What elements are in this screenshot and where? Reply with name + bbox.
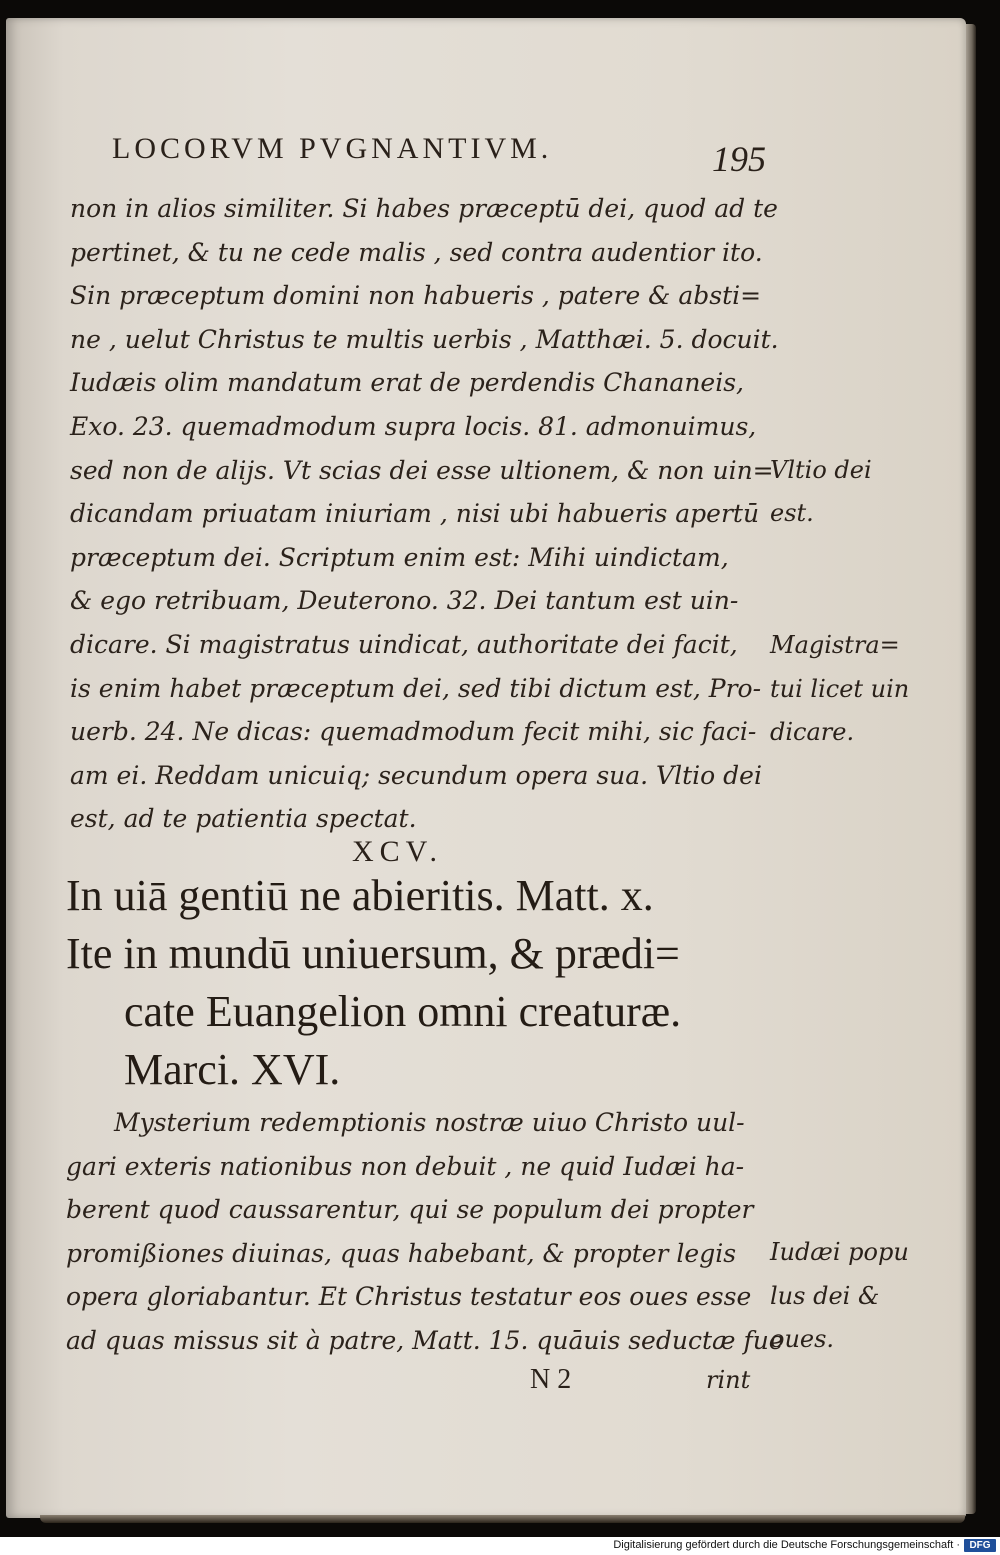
body-line: pertinet, & tu ne cede malis , sed contra audentior ito. (70, 237, 763, 267)
section-heading (66, 867, 681, 1099)
signature-mark: N 2 (530, 1364, 572, 1395)
body-line: Mysterium redemptionis nostræ uiuo Christo uul- (114, 1108, 745, 1137)
body-line: Sin præceptum domini non habueris , patere & absti= (70, 281, 762, 311)
body-line: Exo. 23. quemadmodum supra locis. 81. admonuimus, (70, 411, 757, 441)
section-number: XCV. (352, 835, 443, 868)
body-line: uerb. 24. Ne dicas: quemadmodum fecit mihi, sic faci- (70, 717, 757, 747)
body-line: dicandam priuatam iniuriam , nisi ubi habueris apertū (70, 499, 760, 529)
body-line: est, ad te patientia spectat. (70, 804, 417, 834)
body-line: am ei. Reddam unicuiq; secundum opera sua. Vltio dei (70, 760, 762, 790)
body-line: gari exteris nationibus non debuit , ne quid Iudæi ha- (66, 1151, 745, 1181)
page-edge (966, 24, 976, 1514)
margin-note: dicare. (770, 718, 855, 746)
body-line: & ego retribuam, Deuterono. 32. Dei tantum est uin- (70, 586, 739, 616)
margin-note: Iudæi popu (770, 1238, 909, 1266)
body-text-block-2 (66, 1101, 784, 1363)
funding-notice: Digitalisierung gefördert durch die Deutsche Forschungsgemeinschaft · (613, 1539, 960, 1551)
body-line: berent quod caussarentur, qui se populum dei propter (66, 1195, 754, 1225)
body-line: is enim habet præceptum dei, sed tibi dictum est, Pro- (70, 673, 762, 703)
body-line: dicare. Si magistratus uindicat, authoritate dei facit, (70, 629, 738, 659)
margin-note: lus dei & (770, 1282, 880, 1310)
body-line: præceptum dei. Scriptum enim est: Mihi uindictam, (70, 542, 729, 572)
heading-line: In uiā gentiū ne abieritis. Matt. x. (66, 871, 654, 920)
body-line: non in alios similiter. Si habes præceptū dei, quod ad te (70, 194, 778, 223)
body-text-block-1 (70, 187, 779, 841)
margin-note: Magistra= (770, 631, 900, 659)
heading-line: cate Euangelion omni creaturæ. (124, 987, 682, 1036)
body-line: sed non de alijs. Vt scias dei esse ultionem, & non uin= (70, 455, 774, 485)
catchword: rint (706, 1366, 751, 1394)
body-line: Iudæis olim mandatum erat de perdendis Chananeis, (70, 368, 744, 398)
page-number: 195 (712, 139, 766, 179)
running-header: LOCORVM PVGNANTIVM. (112, 132, 553, 165)
dfg-logo-icon: DFG (964, 1539, 996, 1552)
body-line: ne , uelut Christus te multis uerbis , Matthæi. 5. docuit. (70, 324, 779, 354)
margin-note: tui licet uin (770, 675, 910, 703)
body-line: ad quas missus sit à patre, Matt. 15. quāuis seductæ fue (66, 1325, 784, 1355)
margin-note: Vltio dei (770, 456, 872, 484)
body-line: opera gloriabantur. Et Christus testatur eos oues esse (66, 1282, 752, 1312)
margin-note: est. (770, 499, 814, 527)
heading-line: Ite in mundū uniuersum, & prædi= (66, 929, 680, 978)
margin-note: oues. (770, 1325, 835, 1353)
body-line: promißiones diuinas, quas habebant, & propter legis (66, 1238, 737, 1268)
page-bottom-edge (40, 1515, 965, 1523)
heading-line: Marci. XVI. (124, 1045, 341, 1094)
